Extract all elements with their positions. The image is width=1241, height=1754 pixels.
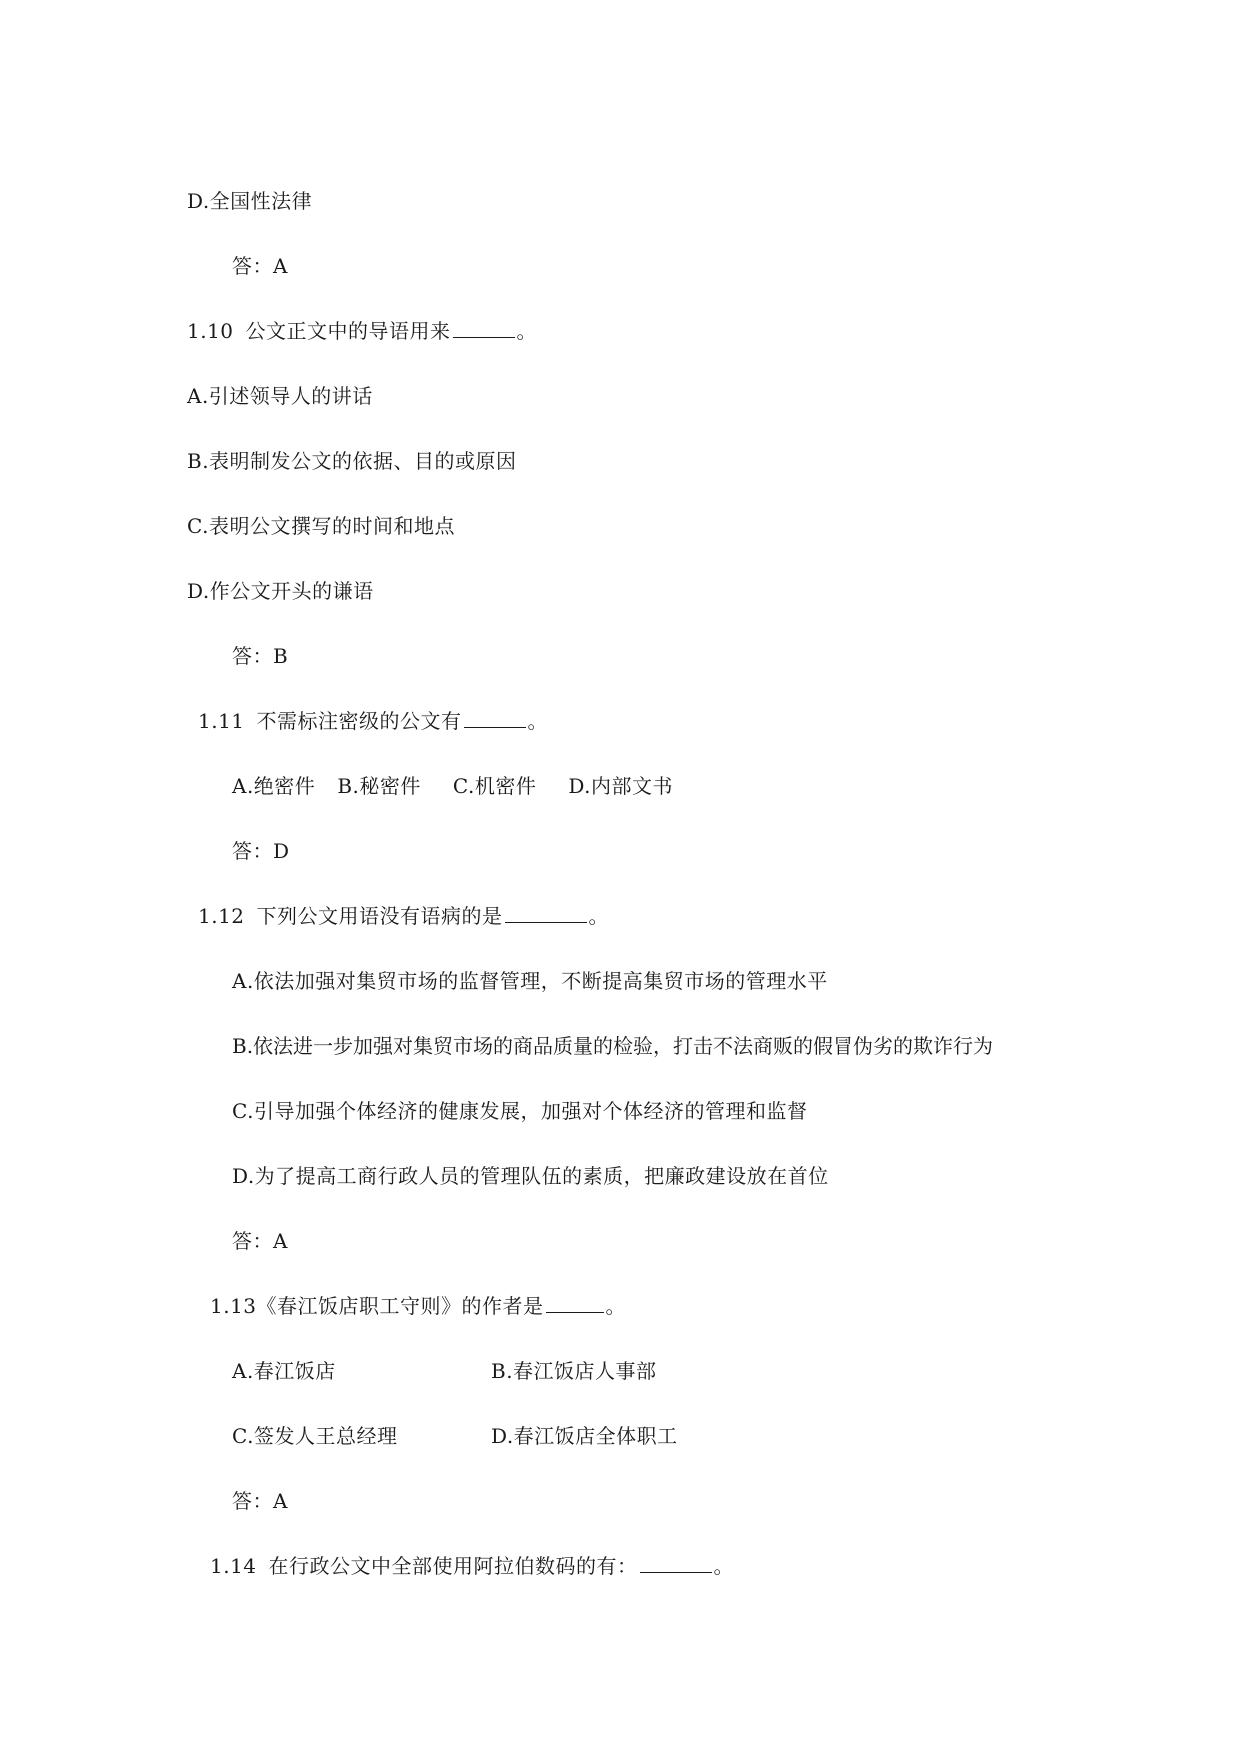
answer-blank [464, 709, 526, 728]
option-c: C.签发人王总经理 [232, 1424, 398, 1448]
option-d: D.春江饭店全体职工 [491, 1424, 678, 1448]
question-end: 。 [527, 709, 549, 733]
answer-blank [505, 904, 587, 923]
option-c: C.表明公文撰写的时间和地点 [187, 514, 455, 538]
question-number: 1.12 [198, 904, 245, 928]
answer-line: 答：A [232, 1229, 288, 1253]
question-1-10 [187, 318, 537, 344]
answer-line: 答：D [232, 839, 290, 863]
question-1-11 [198, 708, 548, 734]
question-number: 1.11 [198, 709, 245, 733]
question-text: 公文正文中的导语用来 [245, 319, 451, 343]
option-d: D.作公文开头的谦语 [187, 579, 374, 603]
option-a: A.春江饭店 [232, 1359, 336, 1383]
answer-line: 答：A [232, 254, 288, 278]
question-end: 。 [605, 1294, 627, 1318]
question-end: 。 [713, 1554, 735, 1578]
answer-line: 答：A [232, 1489, 288, 1513]
question-text: 下列公文用语没有语病的是 [256, 904, 503, 928]
question-end: 。 [588, 904, 610, 928]
question-1-13 [210, 1293, 626, 1319]
question-text: 1.13《春江饭店职工守则》的作者是 [210, 1294, 544, 1318]
option-d-national-law: D.全国性法律 [187, 189, 313, 213]
question-number: 1.14 [210, 1554, 257, 1578]
option-c: C.引导加强个体经济的健康发展，加强对个体经济的管理和监督 [232, 1099, 808, 1123]
option-d: D.为了提高工商行政人员的管理队伍的素质，把廉政建设放在首位 [232, 1164, 829, 1188]
option-b: B.表明制发公文的依据、目的或原因 [187, 449, 517, 473]
question-text: 不需标注密级的公文有 [256, 709, 462, 733]
question-text: 在行政公文中全部使用阿拉伯数码的有： [268, 1554, 638, 1578]
answer-line: 答：B [232, 644, 289, 668]
answer-blank [640, 1554, 712, 1573]
question-1-12 [198, 903, 609, 929]
option-c: C.机密件 [452, 774, 537, 798]
question-number: 1.10 [187, 319, 234, 343]
question-end: 。 [516, 319, 538, 343]
option-a: A.绝密件 [232, 774, 316, 798]
option-d: D.内部文书 [568, 774, 674, 798]
option-b: B.依法进一步加强对集贸市场的商品质量的检验，打击不法商贩的假冒伪劣的欺诈行为 [232, 1034, 994, 1058]
question-1-14 [210, 1553, 734, 1579]
option-b: B.春江饭店人事部 [491, 1359, 657, 1383]
options-row [232, 773, 673, 799]
answer-blank [546, 1294, 604, 1313]
option-a: A.引述领导人的讲话 [187, 384, 373, 408]
option-b: B.秘密件 [337, 774, 421, 798]
answer-blank [453, 319, 515, 338]
option-a: A.依法加强对集贸市场的监督管理，不断提高集贸市场的管理水平 [232, 969, 828, 993]
